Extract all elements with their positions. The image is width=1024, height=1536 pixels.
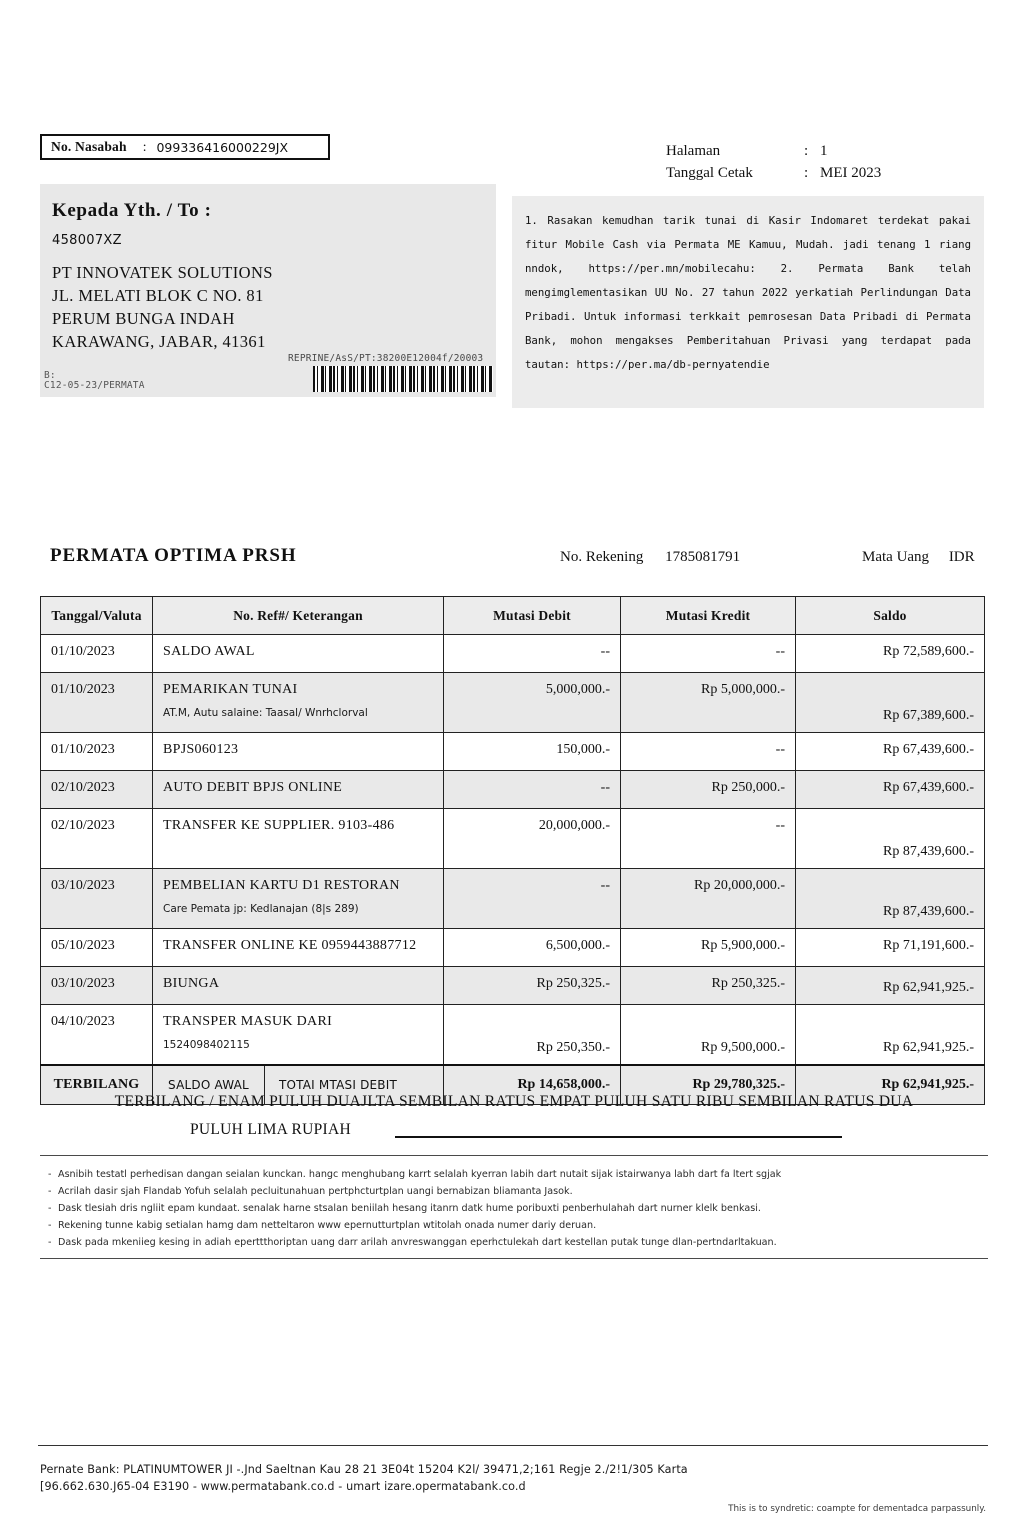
column-header-description: No. Ref#/ Keterangan xyxy=(153,597,444,635)
meta-row-page xyxy=(666,140,881,162)
cell-credit: Rp 250,325.- xyxy=(621,967,796,1005)
customer-number-colon: : xyxy=(142,139,147,154)
branch-code xyxy=(44,371,145,391)
address-line-1: PT INNOVATEK SOLUTIONS xyxy=(52,263,273,282)
footnote-text: Dask pada mkeniieg kesing in adiah eperttthoriptan uang darr arilah anvreswanggan eperhctulekah dart kestellan putak tunge dlan-pertndarltakuan. xyxy=(58,1237,777,1248)
cell-balance: Rp 87,439,600.- xyxy=(796,809,985,869)
cell-description xyxy=(153,809,444,869)
cell-credit: -- xyxy=(621,809,796,869)
column-header-balance: Saldo xyxy=(796,597,985,635)
cell-debit: 20,000,000.- xyxy=(444,809,621,869)
account-product-name: PERMATA OPTIMA PRSH xyxy=(50,545,297,566)
amount-in-words-line-1: TERBILANG / ENAM PULUH DUAJLTA SEMBILAN RATUS EMPAT PULUH SATU RIBU SEMBILAN RATUS DUA xyxy=(114,1093,914,1110)
currency-value: IDR xyxy=(948,549,975,565)
amount-in-words-line-2: PULUH LIMA RUPIAH xyxy=(190,1121,351,1138)
description-main: AUTO DEBIT BPJS ONLINE xyxy=(163,780,343,795)
cell-balance: Rp 71,191,600.- xyxy=(796,929,985,967)
table-row xyxy=(41,771,985,809)
footnote-bullet: - xyxy=(48,1169,52,1180)
cell-description xyxy=(153,733,444,771)
print-date-colon: : xyxy=(804,165,809,181)
description-main: TRANSFER ONLINE KE 0959443887712 xyxy=(163,938,417,953)
footnote-bullet: - xyxy=(48,1186,52,1197)
cell-debit: 5,000,000.- xyxy=(444,673,621,733)
recipient-title: Kepada Yth. / To : xyxy=(52,200,212,221)
print-date-value: MEI 2023 xyxy=(820,165,882,181)
cell-description xyxy=(153,771,444,809)
account-number-label: No. Rekening xyxy=(560,549,644,565)
cell-balance: Rp 67,389,600.- xyxy=(796,673,985,733)
cell-date: 02/10/2023 xyxy=(41,771,153,809)
description-main: BPJS060123 xyxy=(163,742,239,757)
cell-date: 04/10/2023 xyxy=(41,1005,153,1065)
footer-divider xyxy=(38,1445,988,1446)
footnote-item xyxy=(48,1166,978,1183)
account-currency-group xyxy=(862,549,975,566)
customer-number-box xyxy=(40,134,330,160)
totals-label: TERBILANG xyxy=(41,1065,153,1105)
table-row xyxy=(41,869,985,929)
cell-balance: Rp 67,439,600.- xyxy=(796,733,985,771)
bank-footer-address xyxy=(40,1461,688,1495)
notes-divider-top xyxy=(40,1155,988,1156)
notes-divider-bottom xyxy=(40,1258,988,1259)
cell-debit: -- xyxy=(444,869,621,929)
cell-description xyxy=(153,869,444,929)
cell-date: 01/10/2023 xyxy=(41,635,153,673)
branch-code-line-1: B: xyxy=(44,370,56,381)
table-row xyxy=(41,673,985,733)
account-number-value: 1785081791 xyxy=(665,549,741,565)
footer-address-line-2: [96.662.630.J65-04 E3190 - www.permatabank.co.d - umart izare.opermatabank.co.d xyxy=(40,1480,526,1493)
cell-description xyxy=(153,967,444,1005)
cell-credit: Rp 9,500,000.- xyxy=(621,1005,796,1065)
cell-description xyxy=(153,929,444,967)
table-row xyxy=(41,967,985,1005)
page-meta xyxy=(666,140,881,184)
totals-balance-value: Rp 62,941,925.- xyxy=(796,1065,985,1105)
promo-notice-text: 1. Rasakan kemudhan tarik tunai di Kasir Indomaret terdekat pakai fitur Mobile Cash via Permata ME Kamuu, Mudah. jadi tenang 1 riang nndok, https://per.mn/mobilecahu: 2. Permata Bank telah mengimglementasikan UU No. 27 tahun 2022 yerkatiah Perlindungan Data Pribadi. Untuk informasi terkkait pemrosesan Data Pribadi di Permata Bank, mohon mengakses Pemberitahuan Privasi yang terdapat pada tautan: https://per.ma/db-pernyatendie xyxy=(525,214,971,371)
description-main: BIUNGA xyxy=(163,976,220,991)
cell-description xyxy=(153,1005,444,1065)
description-main: TRANSPER MASUK DARI xyxy=(163,1014,333,1029)
cell-debit: -- xyxy=(444,635,621,673)
cell-balance: Rp 72,589,600.- xyxy=(796,635,985,673)
address-line-3: PERUM BUNGA INDAH xyxy=(52,309,235,328)
cell-debit: Rp 250,325.- xyxy=(444,967,621,1005)
cell-debit: 150,000.- xyxy=(444,733,621,771)
recipient-address-lines xyxy=(52,261,273,353)
cell-credit: -- xyxy=(621,635,796,673)
footnote-text: Dask tlesiah dris ngliit epam kundaat. senalak harne stsalan beniilah hesang itanrn datk hume poribuxti penberhulahah dart nurner klelk benkasi. xyxy=(58,1203,761,1214)
recipient-code: 458007XZ xyxy=(52,233,122,248)
description-main: SALDO AWAL xyxy=(163,644,255,659)
customer-number-label: No. Nasabah xyxy=(51,139,127,154)
description-main: PEMARIKAN TUNAI xyxy=(163,682,298,697)
address-line-2: JL. MELATI BLOK C NO. 81 xyxy=(52,286,264,305)
customer-number-value: 099336416000229JX xyxy=(156,139,289,155)
column-header-date: Tanggal/Valuta xyxy=(41,597,153,635)
cell-credit: Rp 20,000,000.- xyxy=(621,869,796,929)
meta-row-print-date xyxy=(666,162,881,184)
branch-code-line-2: C12-05-23/PERMATA xyxy=(44,380,145,391)
cell-debit: -- xyxy=(444,771,621,809)
table-row xyxy=(41,929,985,967)
description-main: PEMBELIAN KARTU D1 RESTORAN xyxy=(163,878,400,893)
footnote-item xyxy=(48,1217,978,1234)
totals-debit-value: Rp 14,658,000.- xyxy=(444,1065,621,1105)
footnote-item xyxy=(48,1183,978,1200)
cell-credit: Rp 5,000,000.- xyxy=(621,673,796,733)
transaction-table-body xyxy=(41,635,985,1105)
page-colon: : xyxy=(804,143,809,159)
cell-date: 03/10/2023 xyxy=(41,869,153,929)
cell-balance: Rp 67,439,600.- xyxy=(796,771,985,809)
page-value: 1 xyxy=(820,143,828,159)
totals-saldo-awal-label: SALDO AWAL xyxy=(153,1066,265,1105)
cell-debit: Rp 250,350.- xyxy=(444,1005,621,1065)
totals-mutasi-debit-label: TOTAI MTASI DEBIT xyxy=(279,1077,397,1092)
currency-label: Mata Uang xyxy=(862,549,930,565)
footnote-bullet: - xyxy=(48,1220,52,1231)
table-row xyxy=(41,635,985,673)
description-main: TRANSFER KE SUPPLIER. 9103-486 xyxy=(163,818,395,833)
print-date-label: Tanggal Cetak xyxy=(666,165,753,181)
promo-notice-panel xyxy=(512,196,984,408)
description-sub: AT.M, Autu salaine: Taasal/ Wnrhclorval xyxy=(163,707,368,719)
page-label: Halaman xyxy=(666,143,721,159)
footnote-text: Rekening tunne kabig setialan hamg dam netteltaron www epernutturtplan wtitolah onada numer dariy deruan. xyxy=(58,1220,597,1231)
table-row xyxy=(41,733,985,771)
footer-disclaimer: This is to syndretic: coampte for dementadca parpassunly. xyxy=(728,1504,986,1514)
cell-date: 02/10/2023 xyxy=(41,809,153,869)
footnote-item xyxy=(48,1234,978,1251)
table-row xyxy=(41,1005,985,1065)
footnotes-list xyxy=(48,1166,978,1251)
reprint-code-text: REPRINE/AsS/PT:38200E12004f/20003 xyxy=(288,353,484,364)
address-line-4: KARAWANG, JABAR, 41361 xyxy=(52,332,266,351)
cell-debit: 6,500,000.- xyxy=(444,929,621,967)
description-sub: 1524098402115 xyxy=(163,1039,250,1051)
table-header-row xyxy=(41,597,985,635)
cell-date: 01/10/2023 xyxy=(41,673,153,733)
column-header-debit: Mutasi Debit xyxy=(444,597,621,635)
table-row xyxy=(41,809,985,869)
footnote-bullet: - xyxy=(48,1237,52,1248)
cell-balance: Rp 62,941,925.- xyxy=(796,1005,985,1065)
transaction-table xyxy=(40,596,985,1105)
amount-in-words-underline xyxy=(395,1136,842,1138)
footnote-item xyxy=(48,1200,978,1217)
cell-credit: Rp 250,000.- xyxy=(621,771,796,809)
barcode-image xyxy=(313,366,493,392)
footnote-text: Asnibih testatl perhedisan dangan seialan kunckan. hangc menghubang karrt selalah kyerran labih dart nutait sijak istairwanya labh dart fa ltert sgjak xyxy=(58,1169,782,1180)
cell-credit: Rp 5,900,000.- xyxy=(621,929,796,967)
footer-address-line-1: Pernate Bank: PLATINUMTOWER JI -.Jnd Saeltnan Kau 28 21 3E04t 15204 K2l/ 39471,2;161 Regje 2./2!1/305 Karta xyxy=(40,1463,688,1476)
description-sub: Care Pemata jp: Kedlanajan (8|s 289) xyxy=(163,903,359,915)
footnote-text: Acrilah dasir sjah Flandab Yofuh selalah pecluitunahuan pertphcturtplan uangi bernabizan bliamanta Jasok. xyxy=(58,1186,573,1197)
cell-date: 05/10/2023 xyxy=(41,929,153,967)
cell-date: 01/10/2023 xyxy=(41,733,153,771)
footnote-bullet: - xyxy=(48,1203,52,1214)
cell-description xyxy=(153,635,444,673)
cell-credit: -- xyxy=(621,733,796,771)
cell-description xyxy=(153,673,444,733)
account-number-group xyxy=(560,549,740,566)
totals-credit-value: Rp 29,780,325.- xyxy=(621,1065,796,1105)
cell-balance: Rp 87,439,600.- xyxy=(796,869,985,929)
cell-date: 03/10/2023 xyxy=(41,967,153,1005)
column-header-credit: Mutasi Kredit xyxy=(621,597,796,635)
cell-balance: Rp 62,941,925.- xyxy=(796,967,985,1005)
